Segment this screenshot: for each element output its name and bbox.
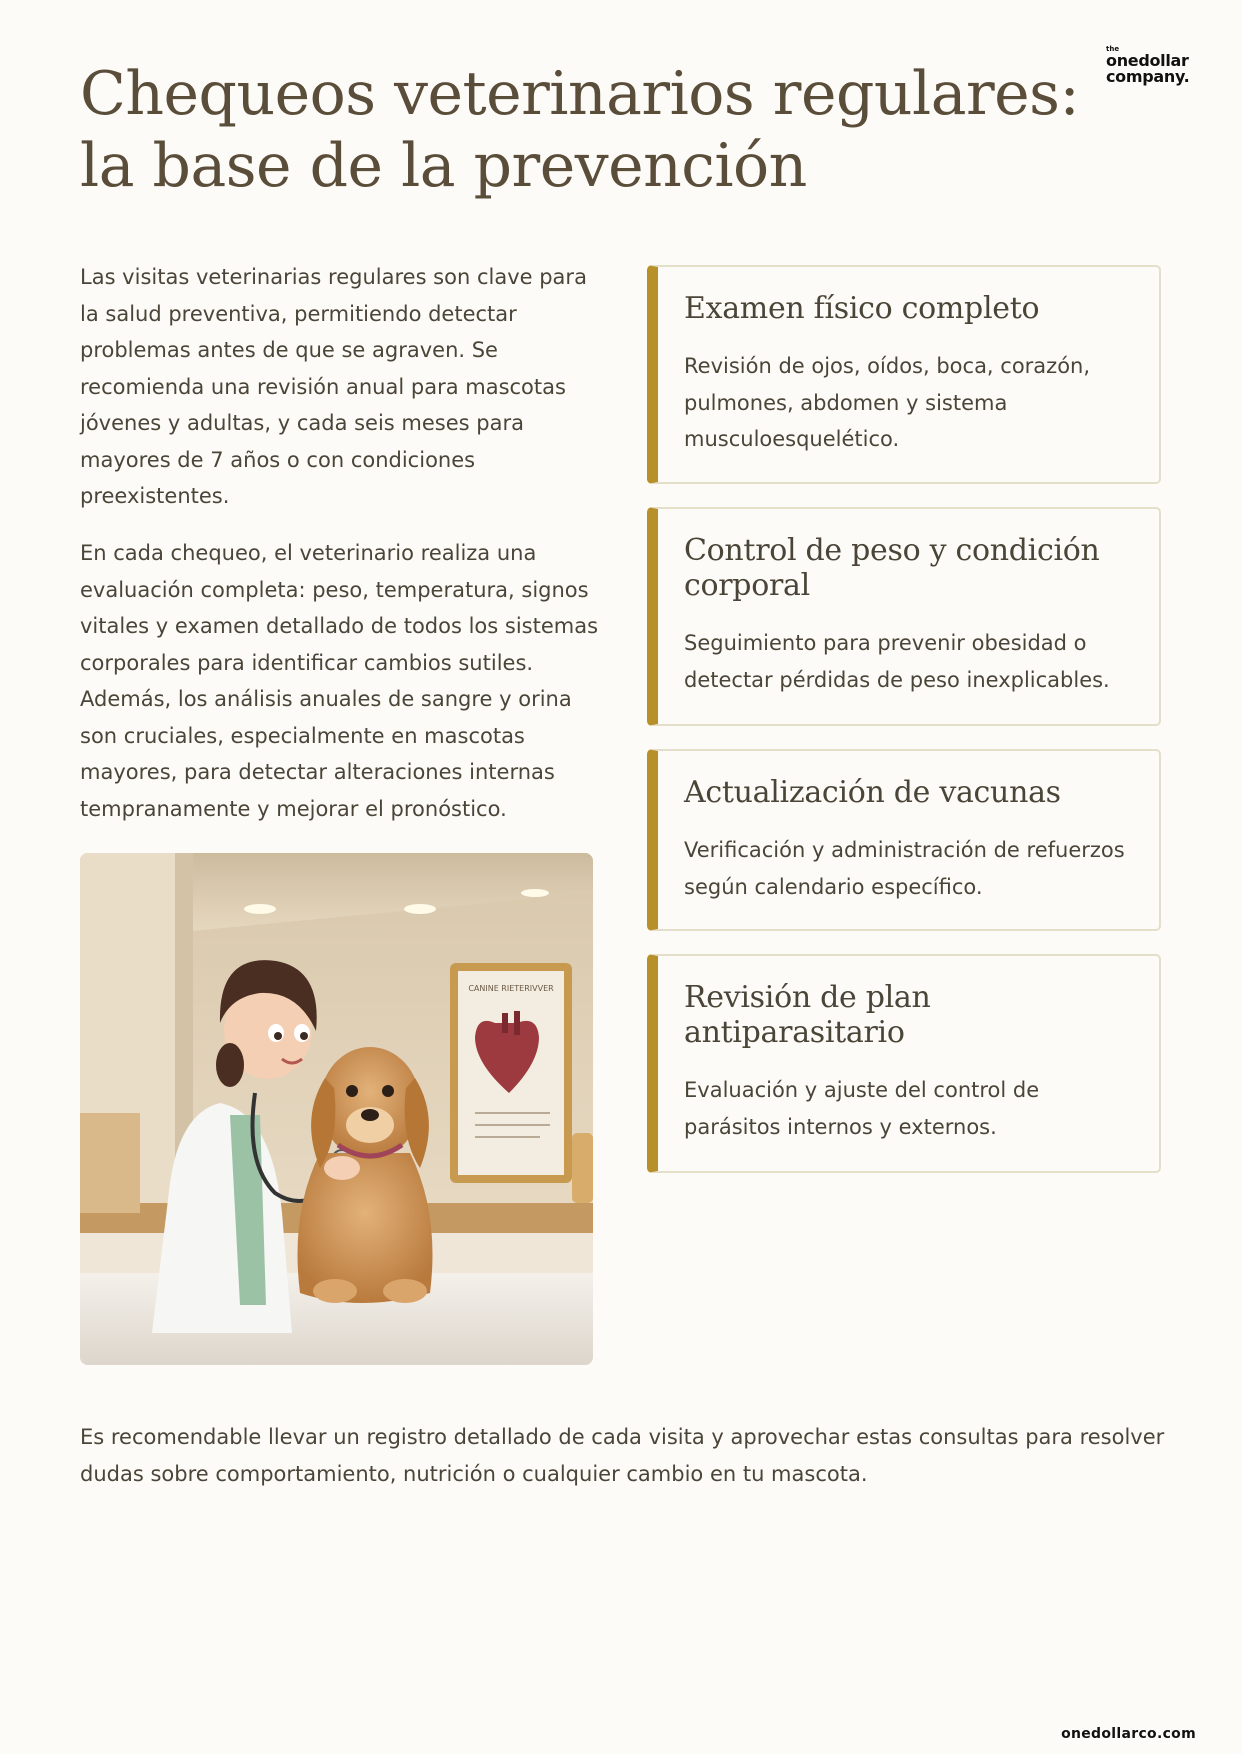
logo-line1: onedollar (1106, 51, 1189, 70)
card-title: Control de peso y condición corporal (684, 533, 1100, 603)
card-title: Revisión de plan antiparasitario (684, 980, 931, 1050)
card-text: Verificación y administración de refuerzos según calendario específico. (684, 838, 1125, 899)
website-link[interactable]: onedollarco.com (1061, 1726, 1196, 1742)
logo-line2: company. (1106, 67, 1190, 86)
card-vacunas (647, 749, 1161, 931)
page-title: Chequeos veterinarios regulares: la base de la prevención (80, 59, 1080, 201)
card-title: Examen físico completo (684, 291, 1040, 326)
poster-title: CANINE RIETERIVVER (468, 984, 554, 993)
card-text: Evaluación y ajuste del control de parásitos internos y externos. (684, 1078, 1040, 1139)
card-examen-fisico (647, 265, 1161, 484)
card-text: Revisión de ojos, oídos, boca, corazón, pulmones, abdomen y sistema musculoesquelético. (684, 354, 1091, 451)
logo-the-text: the (1106, 45, 1120, 53)
card-control-peso (647, 507, 1161, 726)
intro-paragraph-1: Las visitas veterinarias regulares son clave para la salud preventiva, permitiendo detectar problemas antes de que se agraven. Se recomienda una revisión anual para mascotas jóvenes y adultas, y cada seis meses para mayores de 7 años o con condiciones preexistentes. (80, 265, 587, 508)
card-antiparasitario (647, 954, 1161, 1173)
card-text: Seguimiento para prevenir obesidad o detectar pérdidas de peso inexplicables. (684, 631, 1110, 692)
vet-illustration (80, 853, 593, 1365)
closing-paragraph: Es recomendable llevar un registro detallado de cada visita y aprovechar estas consultas para resolver dudas sobre comportamiento, nutrición o cualquier cambio en tu mascota. (80, 1425, 1165, 1486)
card-title: Actualización de vacunas (684, 775, 1061, 810)
intro-paragraph-2: En cada chequeo, el veterinario realiza una evaluación completa: peso, temperatura, signos vitales y examen detallado de todos los sistemas corporales para identificar cambios sutiles. Además, los análisis anuales de sangre y orina son cruciales, especialmente en mascotas mayores, para detectar alteraciones internas tempranamente y mejorar el pronóstico. (80, 541, 599, 821)
